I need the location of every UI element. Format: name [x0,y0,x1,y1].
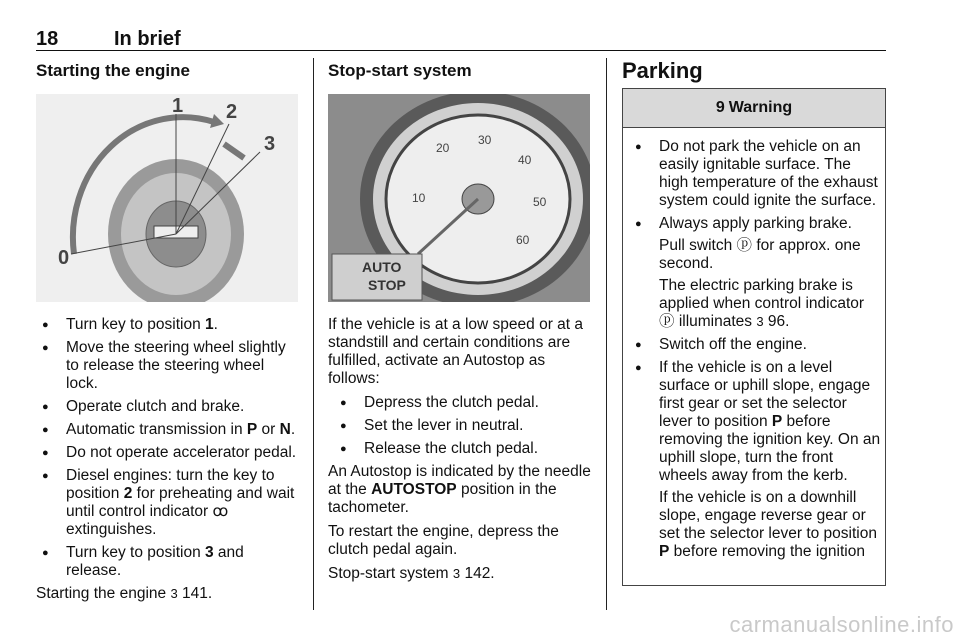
parking-brake-icon: ⓟ [736,237,753,254]
section-heading: Parking [622,58,703,83]
column-parking [622,58,886,586]
autostop-steps-list [334,394,592,458]
figure-label-3: 3 [264,133,276,155]
list-item: ● Set the lever in neutral. [334,417,592,435]
list-item: ● Turn key to position 3 and release. [36,544,298,580]
restart-paragraph: To restart the engine, depress the clutch pedal again. [328,523,559,558]
tick-label: 20 [436,141,450,155]
autostop-indication-paragraph: An Autostop is indicated by the needle at the AUTOSTOP position in the tachometer. [328,463,591,516]
column-starting-engine [36,62,298,609]
figure-label-2: 2 [226,101,238,123]
warning-title: Warning [728,99,793,116]
page-ref-arrow-icon: 3 [170,586,178,601]
list-item: ● Automatic transmission in P or N. [36,421,298,439]
tick-label: 10 [412,191,426,205]
autostop-label-auto: AUTO [362,259,402,275]
column-divider [606,58,607,610]
list-item: ● Operate clutch and brake. [36,398,298,416]
list-item: ● If the vehicle is on a level surface or uphill slope, engage first gear or set the selector lever to position P before removing the ignition key. On an uphill slope, turn the front wheels away from the kerb. If the vehicle is on a downhill slope, engage reverse gear or set the selector lever to position P before removing the ignition [629,359,881,561]
warning-header [623,89,885,128]
tick-label: 60 [516,233,530,247]
page-number: 18 [36,28,59,50]
column-divider [313,58,314,610]
list-item: ● Do not park the vehicle on an easily ignitable surface. The high temperature of the exhaust system could ignite the surface. [629,138,881,210]
page-title: In brief [114,28,181,50]
list-item: ● Turn key to position 1. [36,316,298,334]
tick-label: 50 [533,195,547,209]
cross-reference[interactable]: Stop-start system 3 142. [328,565,495,582]
tick-label: 40 [518,153,532,167]
list-item: ● Release the clutch pedal. [334,440,592,458]
list-item: ● Always apply parking brake. Pull switch ⓟ for approx. one second. The electric parking brake is applied when control indicator ⓟ illuminates 3 96. [629,215,881,331]
section-heading: Stop-start system [328,61,472,80]
list-item: ● Diesel engines: turn the key to position 2 for preheating and wait until control indicator ꝏ extinguishes. [36,467,298,539]
preheat-indicator-icon: ꝏ [212,503,229,520]
figure-label-1: 1 [172,95,184,117]
list-item: ● Switch off the engine. [629,336,881,354]
page-ref-arrow-icon: 3 [756,314,764,329]
warning-body [623,128,885,561]
warning-box [622,88,886,586]
figure-label-0: 0 [58,247,70,269]
tick-label: 30 [478,133,492,147]
warning-triangle-icon: 9 [715,99,725,116]
ignition-key-figure [36,94,298,302]
section-heading: Starting the engine [36,61,190,80]
cross-reference[interactable]: Starting the engine 3 141. [36,585,213,602]
column-stop-start [328,62,592,589]
list-item: ● Move the steering wheel slightly to release the steering wheel lock. [36,339,298,393]
list-item: ● Depress the clutch pedal. [334,394,592,412]
autostop-label-stop: STOP [368,277,406,293]
page-ref-arrow-icon: 3 [452,566,461,581]
watermark: carmanualsonline.info [729,612,954,637]
tachometer-figure [328,94,590,302]
start-steps-list [36,316,298,580]
list-item: ● Do not operate accelerator pedal. [36,444,298,462]
parking-brake-indicator-icon: ⓟ [659,313,675,330]
stop-start-intro: If the vehicle is at a low speed or at a standstill and certain conditions are fulfilled, activate an Autostop as follows: [328,316,584,387]
page-header [36,28,886,51]
parking-steps-list [629,138,881,561]
